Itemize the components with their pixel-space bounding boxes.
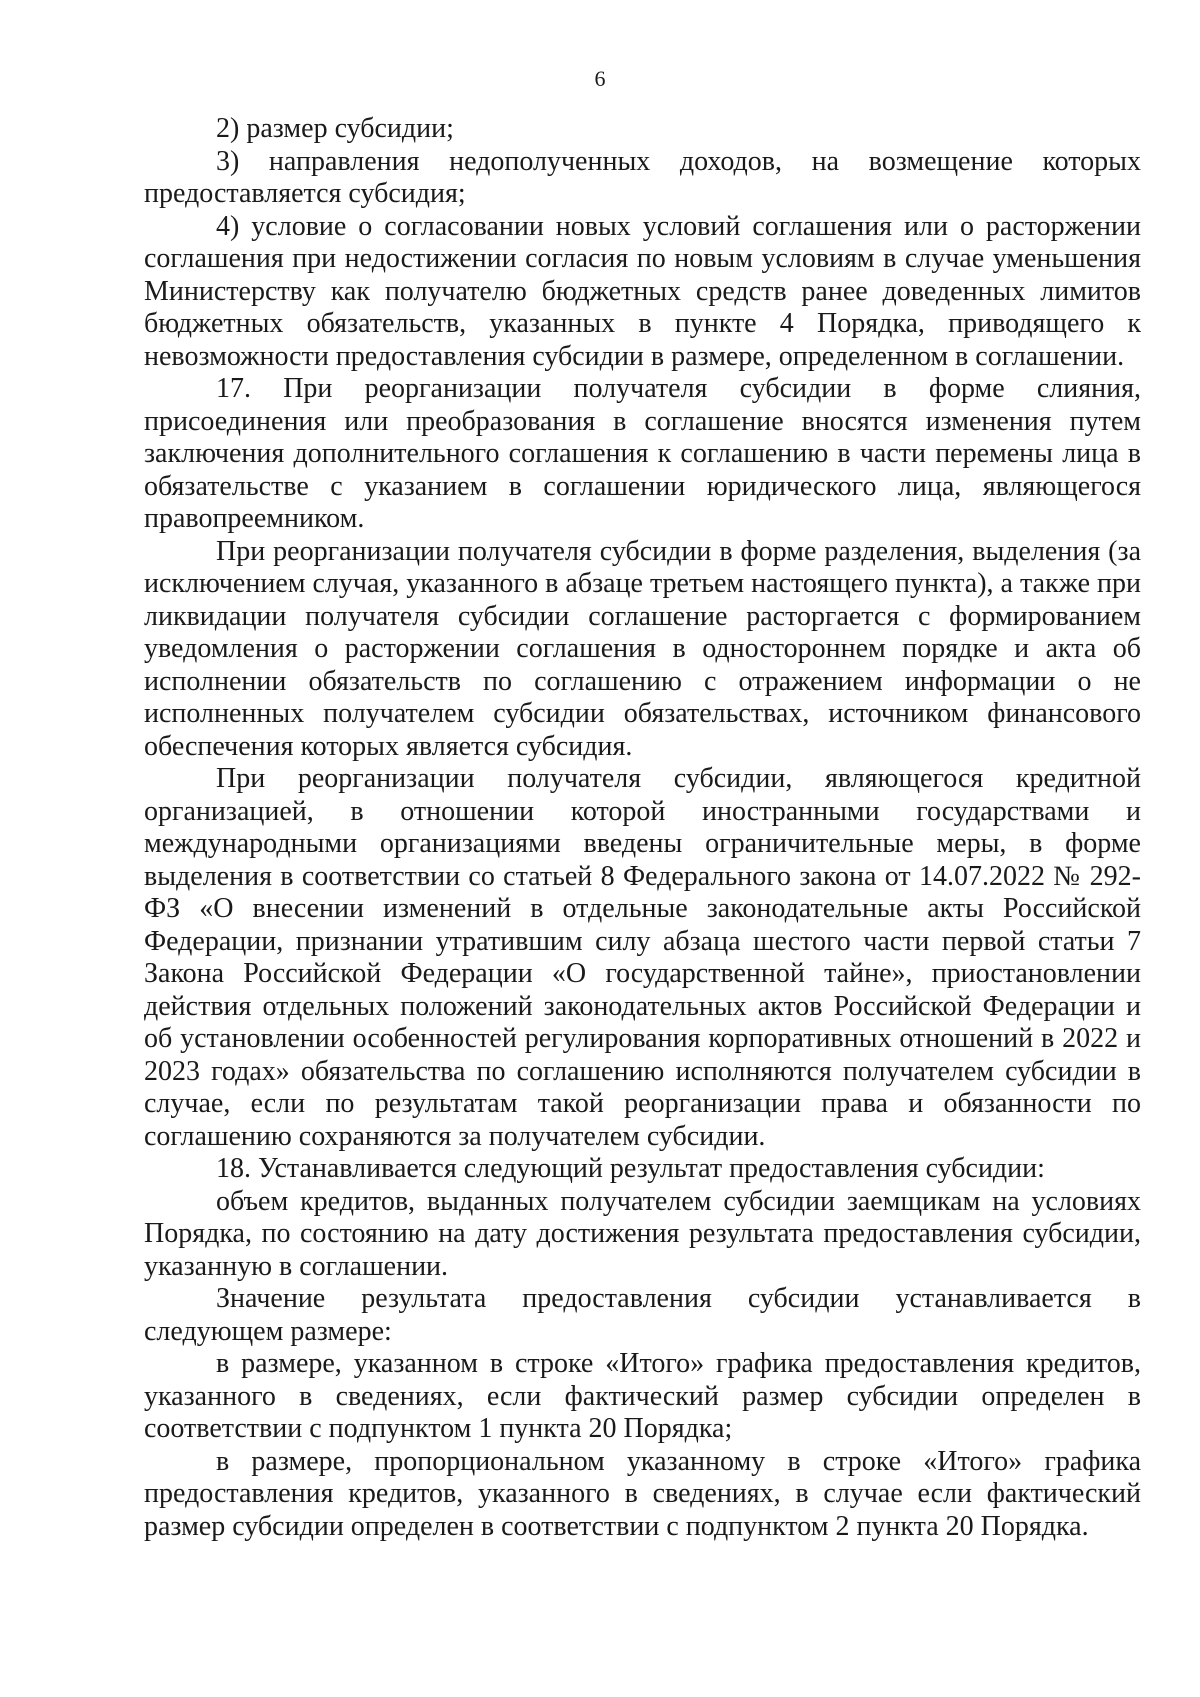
paragraph-clause-18-result: 18. Устанавливается следующий результат предоставления субсидии: <box>216 1153 1045 1184</box>
paragraph-separation-liquidation: При реорганизации получателя субсидии в форме разделения, выделения (за исключением случая, указанного в абзаце третьем настоящего пункта), а также при ликвидации получателя субсидии соглашение расторгается с формированием уведомления о расторжении соглашения в одностороннем порядке и акта об исполнении обязательств по соглашению с отражением информации о не исполненных получателем субсидии обязательствах, источником финансового обеспечения которых является субсидия. <box>144 535 1141 762</box>
paragraph-subsidy-size: 2) размер субсидии; <box>216 113 454 144</box>
paragraph-result-total-row: в размере, указанном в строке «Итого» графика предоставления кредитов, указанного в сведениях, если фактический размер субсидии определен в соответствии с подпунктом 1 пункта 20 Порядка; <box>144 1348 1141 1444</box>
paragraph-result-value: Значение результата предоставления субсидии устанавливается в следующем размере: <box>144 1283 1141 1347</box>
paragraph-clause-17-reorganization: 17. При реорганизации получателя субсидии в форме слияния, присоединения или преобразования в соглашение вносятся изменения путем заключения дополнительного соглашения к соглашению в части перемены лица в обязательстве с указанием в соглашении юридического лица, являющегося правопреемником. <box>144 373 1141 534</box>
paragraph-loan-volume: объем кредитов, выданных получателем субсидии заемщикам на условиях Порядка, по состоянию на дату достижения результата предоставления субсидии, указанную в соглашении. <box>144 1185 1141 1282</box>
paragraph-agreement-terms-condition: 4) условие о согласовании новых условий соглашения или о расторжении соглашения при недостижении согласия по новым условиям в случае уменьшения Министерству как получателю бюджетных средств ранее доведенных лимитов бюджетных обязательств, указанных в пункте 4 Порядка, приводящего к невозможности предоставления субсидии в размере, определенном в соглашении. <box>144 210 1141 372</box>
document-body <box>144 113 1141 1543</box>
paragraph-credit-organization-reorganization: При реорганизации получателя субсидии, являющегося кредитной организацией, в отношении которой иностранными государствами и международными организациями введены ограничительные меры, в форме выделения в соответствии со статьей 8 Федерального закона от 14.07.2022 № 292-ФЗ «О внесении изменений в отдельные законодательные акты Российской Федерации, признании утратившим силу абзаца шестого части первой статьи 7 Закона Российской Федерации «О государственной тайне», приостановлении действия отдельных положений законодательных актов Российской Федерации и об установлении особенностей регулирования корпоративных отношений в 2022 и 2023 годах» обязательства по соглашению исполняются получателем субсидии в случае, если по результатам такой реорганизации права и обязанности по соглашению сохраняются за получателем субсидии. <box>144 763 1141 1152</box>
paragraph-result-proportional: в размере, пропорциональном указанному в строке «Итого» графика предоставления кредитов, указанного в сведениях, в случае если фактический размер субсидии определен в соответствии с подпунктом 2 пункта 20 Порядка. <box>144 1445 1141 1542</box>
paragraph-lost-income-directions: 3) направления недополученных доходов, на возмещение которых предоставляется субсидия; <box>144 145 1141 209</box>
page-number: 6 <box>594 66 606 91</box>
